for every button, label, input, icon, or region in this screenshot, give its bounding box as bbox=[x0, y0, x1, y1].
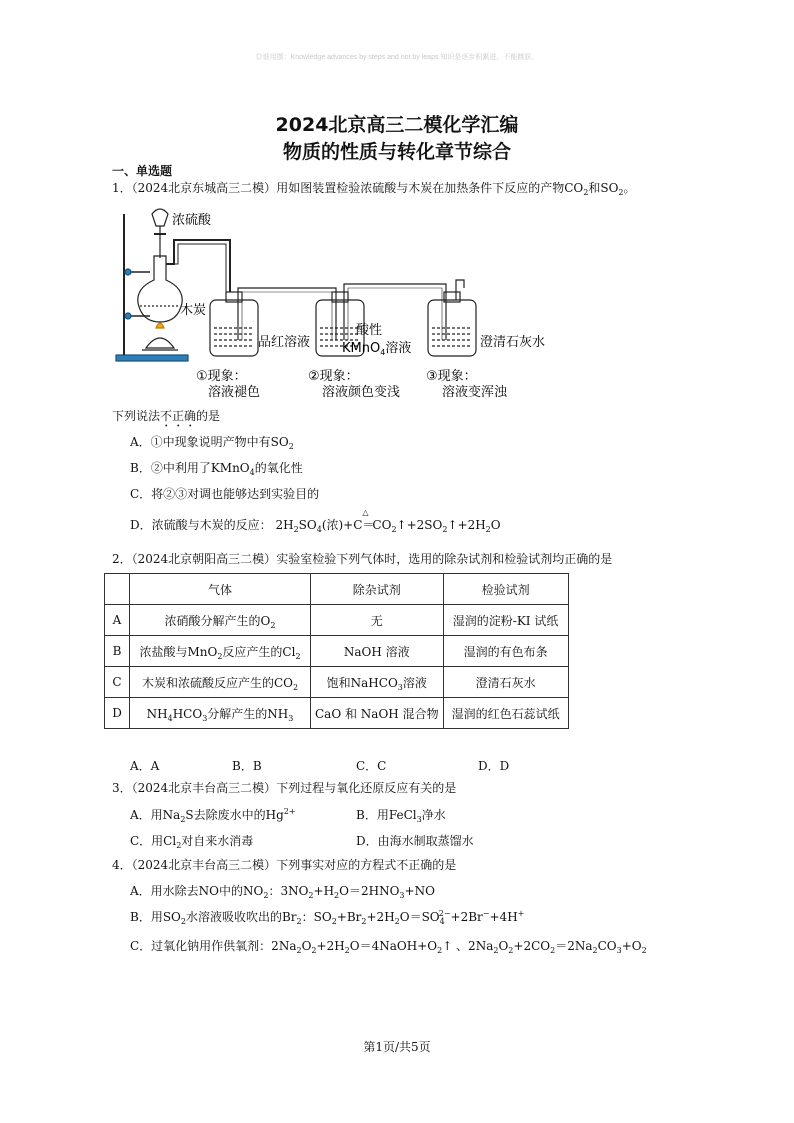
subscript: 2 bbox=[270, 620, 276, 630]
subscript: 2 bbox=[180, 815, 186, 824]
equation: (浓)+C bbox=[321, 518, 363, 532]
option-text: S去除废水中的Hg bbox=[185, 808, 284, 822]
subscript: 2 bbox=[508, 946, 514, 955]
equation: +2H bbox=[366, 910, 395, 924]
equation: +4H bbox=[489, 910, 518, 924]
gas-cell bbox=[130, 605, 311, 636]
gas-cell bbox=[130, 636, 311, 667]
subscript: 2 bbox=[334, 891, 340, 900]
q1-option-d[interactable] bbox=[130, 508, 501, 534]
equation: O＝4NaOH+O bbox=[349, 939, 438, 953]
table-header: 气体 bbox=[130, 574, 311, 605]
subscript: 2 bbox=[293, 525, 299, 534]
superscript: + bbox=[517, 909, 525, 918]
subscript: 3 bbox=[399, 891, 405, 900]
subscript: 2 bbox=[176, 841, 182, 850]
subscript: 2 bbox=[583, 188, 589, 197]
equation: +NO bbox=[404, 884, 435, 898]
stem-text: 和 bbox=[588, 181, 601, 195]
equation: +H bbox=[313, 884, 335, 898]
subscript: 2 bbox=[331, 917, 337, 926]
subscript: 2 bbox=[288, 442, 294, 451]
label-bottle-2-line1: 酸性 bbox=[356, 323, 383, 338]
remover-cell: CaO 和 NaOH 混合物 bbox=[311, 698, 444, 729]
q1-option-b[interactable] bbox=[130, 459, 303, 476]
subscript: 2 bbox=[485, 525, 491, 534]
question-source: （2024北京东城高三二模） bbox=[131, 181, 277, 195]
question-source: （2024北京朝阳高三二模） bbox=[131, 552, 277, 566]
test-cell: 湿润的红色石蕊试纸 bbox=[443, 698, 568, 729]
test-cell: 湿润的淀粉-KI 试纸 bbox=[443, 605, 568, 636]
stem-text: 用如图装置检验浓硫酸与木炭在加热条件下反应的产物 bbox=[276, 181, 565, 195]
option-text: A．用Na bbox=[130, 808, 181, 822]
equation: O＝SO bbox=[399, 910, 440, 924]
option-text: D．浓硫酸与木炭的反应： bbox=[130, 518, 272, 532]
test-cell: 澄清石灰水 bbox=[443, 667, 568, 698]
row-key: B bbox=[105, 636, 130, 667]
equation: +2H bbox=[316, 939, 345, 953]
prompt-text: 的是 bbox=[196, 409, 221, 423]
subscript: 2 bbox=[618, 188, 624, 197]
table-header bbox=[105, 574, 130, 605]
section-heading: 一、单选题 bbox=[112, 164, 173, 178]
equation: ＝2Na bbox=[555, 939, 593, 953]
table-header-row bbox=[105, 574, 569, 605]
gas-cell bbox=[130, 667, 311, 698]
question-source: （2024北京丰台高三二模） bbox=[131, 858, 277, 872]
equation: ↑ 、2Na bbox=[442, 939, 494, 953]
q3-option-d[interactable]: D．由海水制取蒸馏水 bbox=[356, 834, 474, 848]
question-source: （2024北京丰台高三二模） bbox=[131, 781, 277, 795]
question-1-prompt bbox=[112, 408, 220, 430]
q1-option-c[interactable]: C．将②③对调也能够达到实验目的 bbox=[130, 487, 320, 501]
equation: O＝2HNO bbox=[339, 884, 400, 898]
cell-text: HCO bbox=[172, 706, 203, 721]
option-text: C．用Cl bbox=[130, 834, 177, 848]
label-bottle-3: 澄清石灰水 bbox=[480, 335, 546, 350]
option-text: B．用SO bbox=[130, 910, 181, 924]
option-text: A．用水除去NO中的NO bbox=[130, 884, 264, 898]
subscript: 2 bbox=[263, 891, 269, 900]
question-number: 2． bbox=[112, 552, 132, 566]
label-carbon: 木炭 bbox=[180, 303, 207, 318]
obs-1-line1: ①现象： bbox=[196, 369, 247, 384]
option-text: 水溶液吸收吹出的Br bbox=[185, 910, 297, 924]
equation: +2CO bbox=[513, 939, 551, 953]
q4-option-c[interactable] bbox=[130, 937, 647, 954]
doc-title: 2024北京高三二模化学汇编 bbox=[275, 114, 519, 136]
equation: O bbox=[301, 939, 312, 953]
cell-text: 浓硝酸分解产生的O bbox=[164, 613, 271, 628]
subscript: 2 bbox=[296, 917, 302, 926]
subscript: 2 bbox=[295, 651, 301, 661]
q2-table bbox=[104, 573, 569, 729]
test-cell: 湿润的有色布条 bbox=[443, 636, 568, 667]
subscript: 4 bbox=[249, 468, 255, 477]
subscript: 3 bbox=[616, 946, 622, 955]
subscript: 4 bbox=[439, 917, 445, 926]
subscript: 2 bbox=[550, 946, 556, 955]
obs-3-line1: ③现象： bbox=[426, 369, 477, 384]
superscript: 2− bbox=[438, 909, 451, 918]
obs-2-line2: 溶液颜色变浅 bbox=[322, 385, 401, 400]
q2-option-a[interactable]: A．A bbox=[130, 759, 160, 773]
subscript: 2 bbox=[394, 917, 400, 926]
equation: +2Br bbox=[450, 910, 483, 924]
subscript: 2 bbox=[217, 651, 223, 661]
subscript: 2 bbox=[493, 946, 499, 955]
label-bottle-2-line2: KMnO$_4$溶液 bbox=[342, 341, 412, 357]
table-row bbox=[105, 605, 569, 636]
obs-3-line2: 溶液变浑浊 bbox=[442, 385, 508, 400]
equation: O bbox=[498, 939, 509, 953]
stem-text: 下列事实对应的方程式不正确的是 bbox=[276, 858, 457, 872]
equation: SO bbox=[298, 518, 317, 532]
equation: +Br bbox=[336, 910, 362, 924]
q2-option-d[interactable]: D．D bbox=[478, 759, 510, 773]
q3-option-c[interactable] bbox=[130, 832, 253, 849]
formula: CO bbox=[564, 181, 584, 195]
q2-option-b[interactable]: B．B bbox=[232, 759, 262, 773]
question-3-stem bbox=[112, 780, 456, 796]
bottle-1 bbox=[210, 292, 258, 356]
table-header: 除杂试剂 bbox=[311, 574, 444, 605]
cell-text: 饱和NaHCO bbox=[326, 675, 398, 690]
subscript: 2 bbox=[391, 525, 397, 534]
subscript: 3 bbox=[397, 682, 403, 692]
apparatus-figure bbox=[110, 200, 560, 405]
q4-option-a[interactable] bbox=[130, 882, 435, 899]
prompt-text: 下列说法 bbox=[112, 409, 161, 423]
row-key: D bbox=[105, 698, 130, 729]
stem-text: 实验室检验下列气体时，选用的除杂试剂和检验试剂均正确的是 bbox=[276, 552, 613, 566]
q4-option-b[interactable] bbox=[130, 908, 524, 925]
subscript: 3 bbox=[288, 713, 294, 723]
watermark: ◎谁用摆：Knowledge advances by steps and not by leaps 知识是逐步积累进，不能跳跃。 bbox=[255, 54, 539, 61]
row-key: C bbox=[105, 667, 130, 698]
formula: SO bbox=[600, 181, 619, 195]
option-text: 净水 bbox=[421, 808, 446, 822]
table-header: 检验试剂 bbox=[443, 574, 568, 605]
table-row bbox=[105, 667, 569, 698]
q1-option-a[interactable] bbox=[130, 433, 294, 450]
option-text: C．过氧化钠用作供氧剂：2Na bbox=[130, 939, 297, 953]
bottle-3 bbox=[428, 292, 476, 356]
cell-text: 分解产生的NH bbox=[207, 706, 289, 721]
question-number: 4． bbox=[112, 858, 132, 872]
option-text: B．用FeCl bbox=[356, 808, 417, 822]
table-row bbox=[105, 698, 569, 729]
option-text: B．②中利用了KMnO bbox=[130, 461, 250, 475]
obs-1-line2: 溶液褪色 bbox=[208, 385, 261, 400]
flask bbox=[138, 256, 182, 322]
cell-text: 反应产生的Cl bbox=[222, 644, 296, 659]
option-text: 的氧化性 bbox=[254, 461, 303, 475]
cell-text: 浓盐酸与MnO bbox=[139, 644, 218, 659]
stem-text: 。 bbox=[623, 181, 636, 195]
question-number: 1． bbox=[112, 181, 132, 195]
subscript: 2 bbox=[180, 917, 186, 926]
equation: CO bbox=[372, 518, 392, 532]
superscript: − bbox=[482, 909, 490, 918]
cell-text: 溶液 bbox=[402, 675, 427, 690]
row-key: A bbox=[105, 605, 130, 636]
delta: △ bbox=[362, 508, 369, 517]
equation: CO bbox=[597, 939, 617, 953]
subscript: 2 bbox=[437, 946, 443, 955]
q3-option-a[interactable] bbox=[130, 806, 296, 823]
remover-cell: NaOH 溶液 bbox=[311, 636, 444, 667]
equation: O bbox=[490, 518, 501, 532]
obs-2-line1: ②现象： bbox=[308, 369, 359, 384]
question-2-stem bbox=[112, 551, 612, 567]
equation: +O bbox=[621, 939, 642, 953]
page-footer: 第1页/共5页 bbox=[363, 1040, 431, 1054]
equation: ：SO bbox=[301, 910, 332, 924]
subscript: 2 bbox=[592, 946, 598, 955]
heat-symbol: △ ＝ bbox=[362, 508, 375, 532]
subscript: 2 bbox=[344, 946, 350, 955]
subscript: 2 bbox=[641, 946, 647, 955]
subscript: 2 bbox=[308, 891, 314, 900]
subscript: 4 bbox=[316, 525, 322, 534]
subscript: 2 bbox=[361, 917, 367, 926]
subscript: 2 bbox=[292, 682, 299, 692]
question-4-stem bbox=[112, 857, 456, 873]
equation: ↑+2SO bbox=[396, 518, 443, 532]
q2-option-c[interactable]: C．C bbox=[356, 759, 387, 773]
subscript: 3 bbox=[202, 713, 208, 723]
cell-text: 木炭和浓硫酸反应产生的CO bbox=[141, 675, 293, 690]
question-1-stem bbox=[112, 180, 636, 196]
option-text: A．①中现象说明产物中有SO bbox=[130, 435, 289, 449]
equation: 2H bbox=[275, 518, 294, 532]
subscript: 2 bbox=[311, 946, 317, 955]
funnel bbox=[152, 209, 168, 226]
subscript: 3 bbox=[416, 815, 422, 824]
stand-base bbox=[116, 355, 188, 361]
equation: ：3NO bbox=[268, 884, 309, 898]
label-bottle-1: 品红溶液 bbox=[258, 335, 311, 350]
gas-cell bbox=[130, 698, 311, 729]
doc-subtitle: 物质的性质与转化章节综合 bbox=[282, 141, 511, 163]
equation: ↑+2H bbox=[447, 518, 486, 532]
cell-text: NH bbox=[146, 706, 168, 721]
q3-option-b[interactable] bbox=[356, 806, 446, 823]
emphasis-text: 不正确 bbox=[160, 409, 197, 423]
subscript: 2 bbox=[296, 946, 302, 955]
subscript: 4 bbox=[167, 713, 173, 723]
label-acid: 浓硫酸 bbox=[172, 213, 212, 228]
table-row bbox=[105, 636, 569, 667]
remover-cell bbox=[311, 667, 444, 698]
superscript: 2+ bbox=[283, 807, 296, 816]
stem-text: 下列过程与氧化还原反应有关的是 bbox=[276, 781, 457, 795]
remover-cell: 无 bbox=[311, 605, 444, 636]
subscript: 2 bbox=[442, 525, 448, 534]
question-number: 3． bbox=[112, 781, 132, 795]
option-text: 对自来水消毒 bbox=[181, 834, 254, 848]
flame bbox=[156, 323, 164, 328]
